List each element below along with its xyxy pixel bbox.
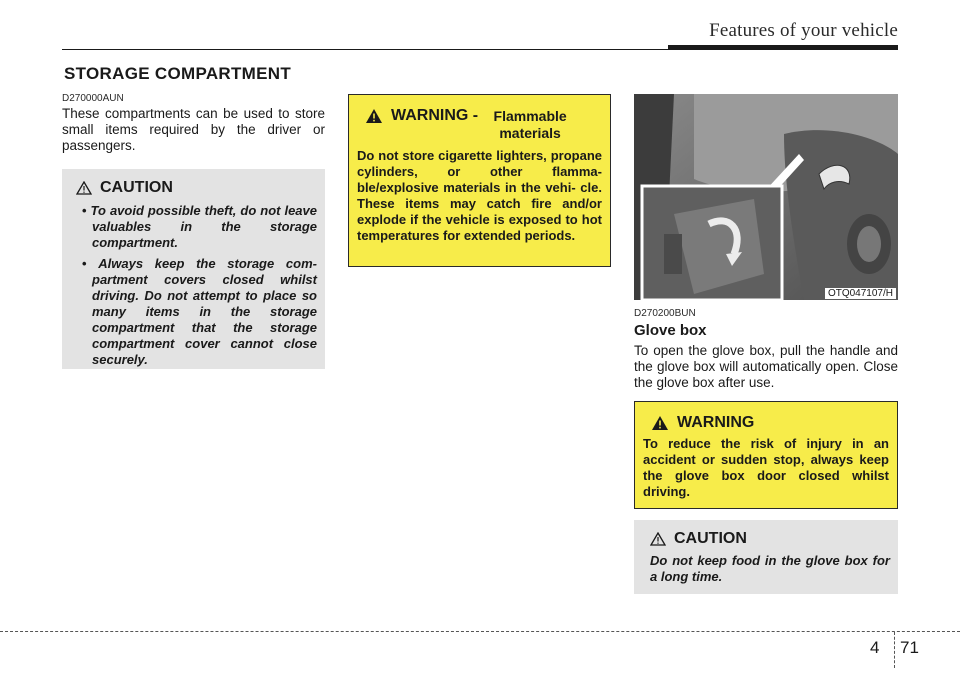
glove-box-title: Glove box [634, 322, 707, 339]
caution-food-label: CAUTION [674, 530, 747, 547]
warning-flammable-text: Do not store cigarette lighters, propane cylinders, or other flamma- ble/explosive materials in the vehi- cle. These items may catch fire and/or explode if the vehicle is exposed to hot temperatures for extended periods. [357, 148, 602, 243]
warning-glove-heading [643, 414, 889, 432]
caution-storage-box [62, 169, 325, 369]
caution-storage-heading [76, 179, 317, 197]
warning-flammable-box [348, 94, 611, 267]
footer-separator [894, 632, 895, 668]
glove-box-text: To open the glove box, pull the handle and the glove box will automatically open. Close the glove box after use. [634, 343, 898, 390]
warning-flammable-heading [357, 107, 602, 142]
caution-triangle-icon [76, 181, 92, 195]
glove-box-illustration [634, 94, 898, 300]
chapter-number: 4 [870, 638, 880, 657]
warning-glove-box [634, 401, 898, 509]
glove-box-code: D270200BUN [634, 308, 696, 319]
section-title: STORAGE COMPARTMENT [64, 64, 292, 83]
caution-storage-list [76, 203, 317, 368]
warning-triangle-icon [651, 415, 669, 431]
caution-storage-item: • To avoid possible theft, do not leave valuables in the storage compartment. [76, 203, 317, 251]
caution-storage-item: • Always keep the storage com- partment covers closed whilst driving. Do not attempt to place so many items in the storage compartment that the storage compartment cover cannot close securely. [76, 256, 317, 368]
warning-triangle-icon [365, 108, 383, 124]
figure-label: OTQ047107/H [825, 288, 896, 299]
section-code: D270000AUN [62, 93, 124, 104]
caution-food-text: Do not keep food in the glove box for a long time. [650, 553, 890, 584]
footer-rule [0, 631, 960, 632]
caution-food-box [634, 520, 898, 594]
caution-food-heading [650, 530, 890, 548]
running-header: Features of your vehicle [709, 20, 898, 41]
warning-glove-text: To reduce the risk of injury in an accident or sudden stop, always keep the glove box door closed whilst driving. [643, 436, 889, 499]
glove-box-photo [634, 94, 898, 300]
warning-flammable-label: WARNING - [391, 107, 479, 124]
caution-triangle-icon [650, 532, 666, 546]
header-rule-accent [668, 45, 898, 50]
page-number: 71 [900, 638, 919, 657]
caution-storage-label: CAUTION [100, 179, 173, 196]
warning-flammable-sublabel: Flammable materials [493, 108, 567, 141]
warning-glove-label: WARNING [677, 414, 755, 431]
section-intro: These compartments can be used to store small items required by the driver or passengers. [62, 106, 325, 153]
